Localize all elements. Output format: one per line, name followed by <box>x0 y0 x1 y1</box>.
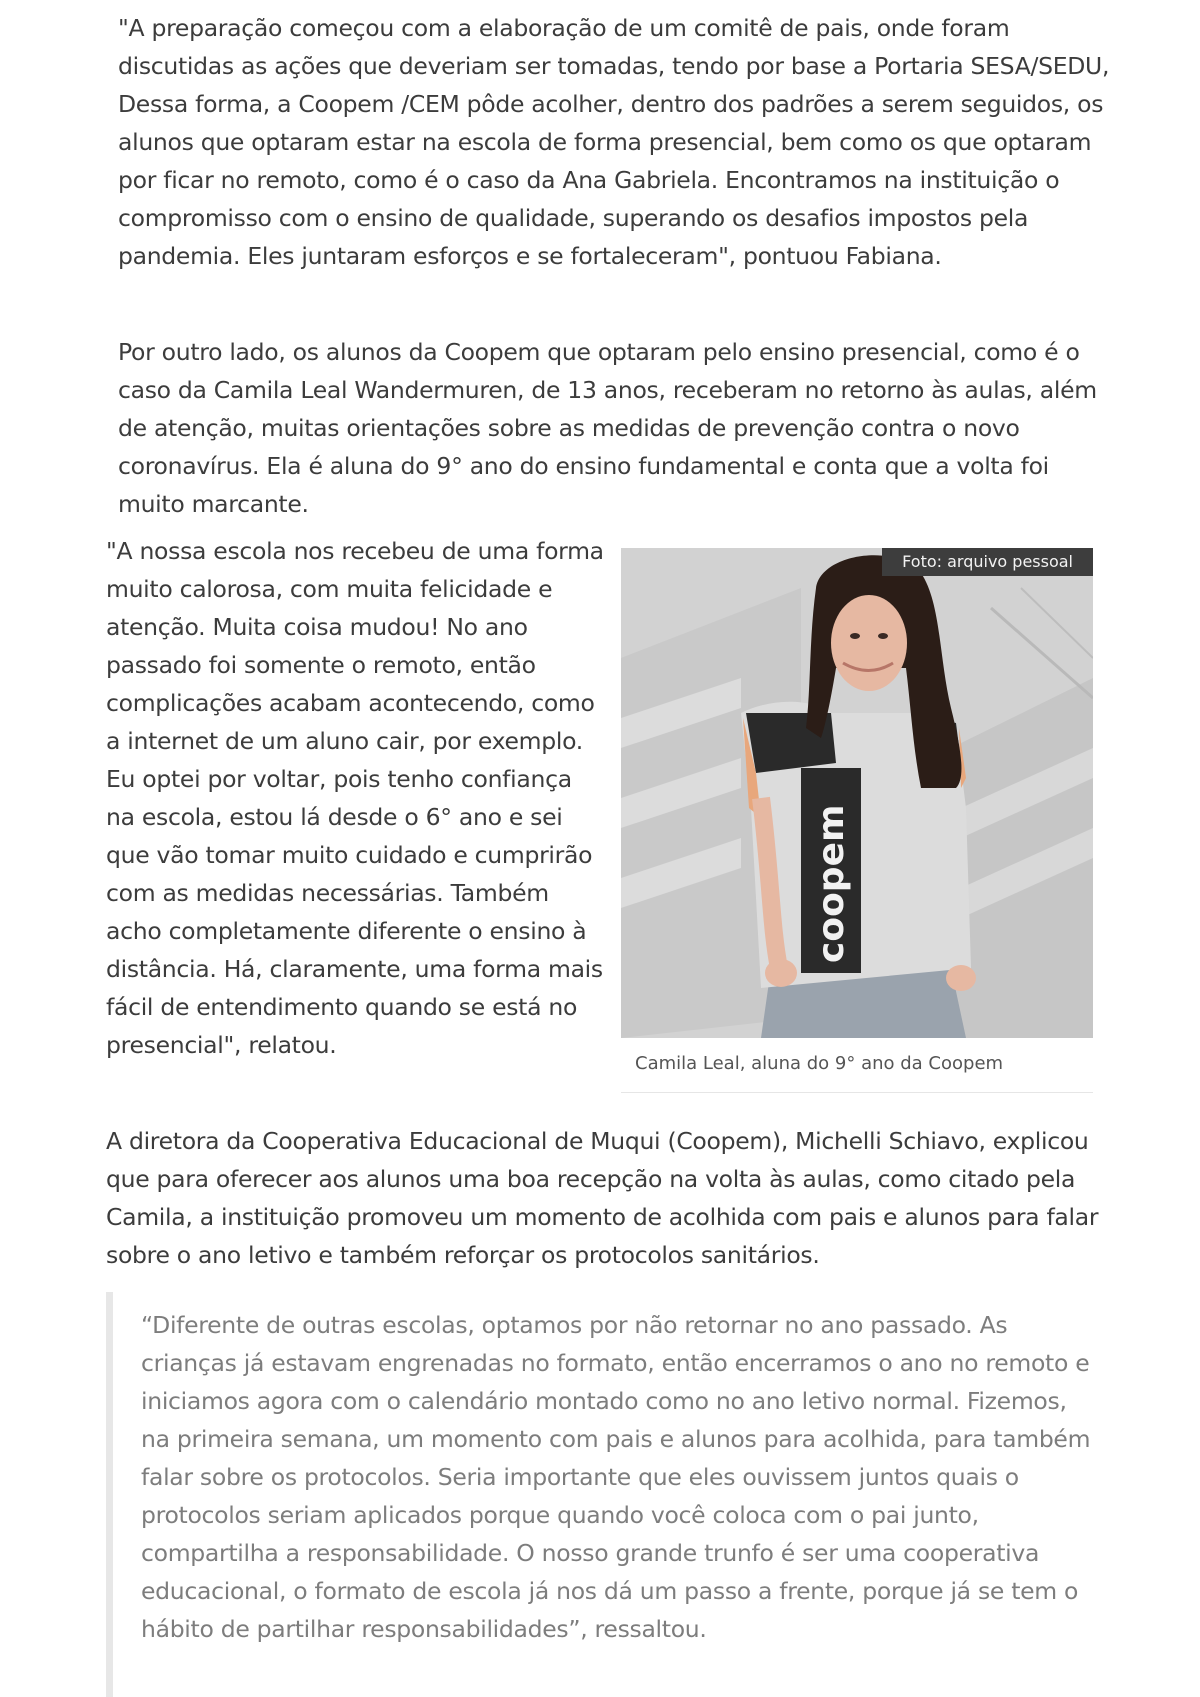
photo-camila <box>621 548 1093 1038</box>
photo-caption: Camila Leal, aluna do 9° ano da Coopem <box>621 1050 1093 1093</box>
blockquote: “Diferente de outras escolas, optamos por não retornar no ano passado. As crianças já estavam engrenadas no formato, então encerramos o ano no remoto e iniciamos agora com o calendário montado como no ano letivo normal. Fizemos, na primeira semana, um momento com pais e alunos para acolhida, para também falar sobre os protocolos. Seria importante que eles ouvissem juntos quais o protocolos seriam aplicados porque quando você coloca com o pai junto, compartilha a responsabilidade. O nosso grande trunfo é ser uma cooperativa educacional, o formato de escola já nos dá um passo a frente, porque já se tem o hábito de partilhar responsabilidades”, ressaltou. <box>141 1311 1091 1643</box>
student-photo-illustration <box>621 548 1093 1038</box>
photo-credit: Foto: arquivo pessoal <box>882 548 1093 576</box>
blockquote-bar <box>106 1292 113 1697</box>
article-paragraph: Por outro lado, os alunos da Coopem que optaram pelo ensino presencial, como é o caso da Camila Leal Wandermuren, de 13 anos, receberam no retorno às aulas, além de atenção, muitas orientações sobre as medidas de prevenção contra o novo coronavírus. Ela é aluna do 9° ano do ensino fundamental e conta que a volta foi muito marcante. <box>118 338 1097 518</box>
article-paragraph: "A preparação começou com a elaboração de um comitê de pais, onde foram discutidas as ações que deveriam ser tomadas, tendo por base a Portaria SESA/SEDU, Dessa forma, a Coopem /CEM pôde acolher, dentro dos padrões a serem seguidos, os alunos que optaram estar na escola de forma presencial, bem como os que optaram por ficar no remoto, como é o caso da Ana Gabriela. Encontramos na instituição o compromisso com o ensino de qualidade, superando os desafios impostos pela pandemia. Eles juntaram esforços e se fortaleceram", pontuou Fabiana. <box>118 14 1110 270</box>
photo-figure <box>621 548 1093 1093</box>
article-paragraph-quote-student: "A nossa escola nos recebeu de uma forma muito calorosa, com muita felicidade e atenção. Muita coisa mudou! No ano passado foi somente o remoto, então complicações acabam acontecendo, como a internet de um aluno cair, por exemplo. Eu optei por voltar, pois tenho confiança na escola, estou lá desde o 6° ano e sei que vão tomar muito cuidado e cumprirão com as medidas necessárias. Também acho completamente diferente o ensino à distância. Há, claramente, uma forma mais fácil de entendimento quando se está no presencial", relatou. <box>106 537 604 1059</box>
article-paragraph: A diretora da Cooperativa Educacional de Muqui (Coopem), Michelli Schiavo, explicou que para oferecer aos alunos uma boa recepção na volta às aulas, como citado pela Camila, a instituição promoveu um momento de acolhida com pais e alunos para falar sobre o ano letivo e também reforçar os protocolos sanitários. <box>106 1127 1099 1269</box>
shirt-logo-text: coopem <box>811 804 852 963</box>
